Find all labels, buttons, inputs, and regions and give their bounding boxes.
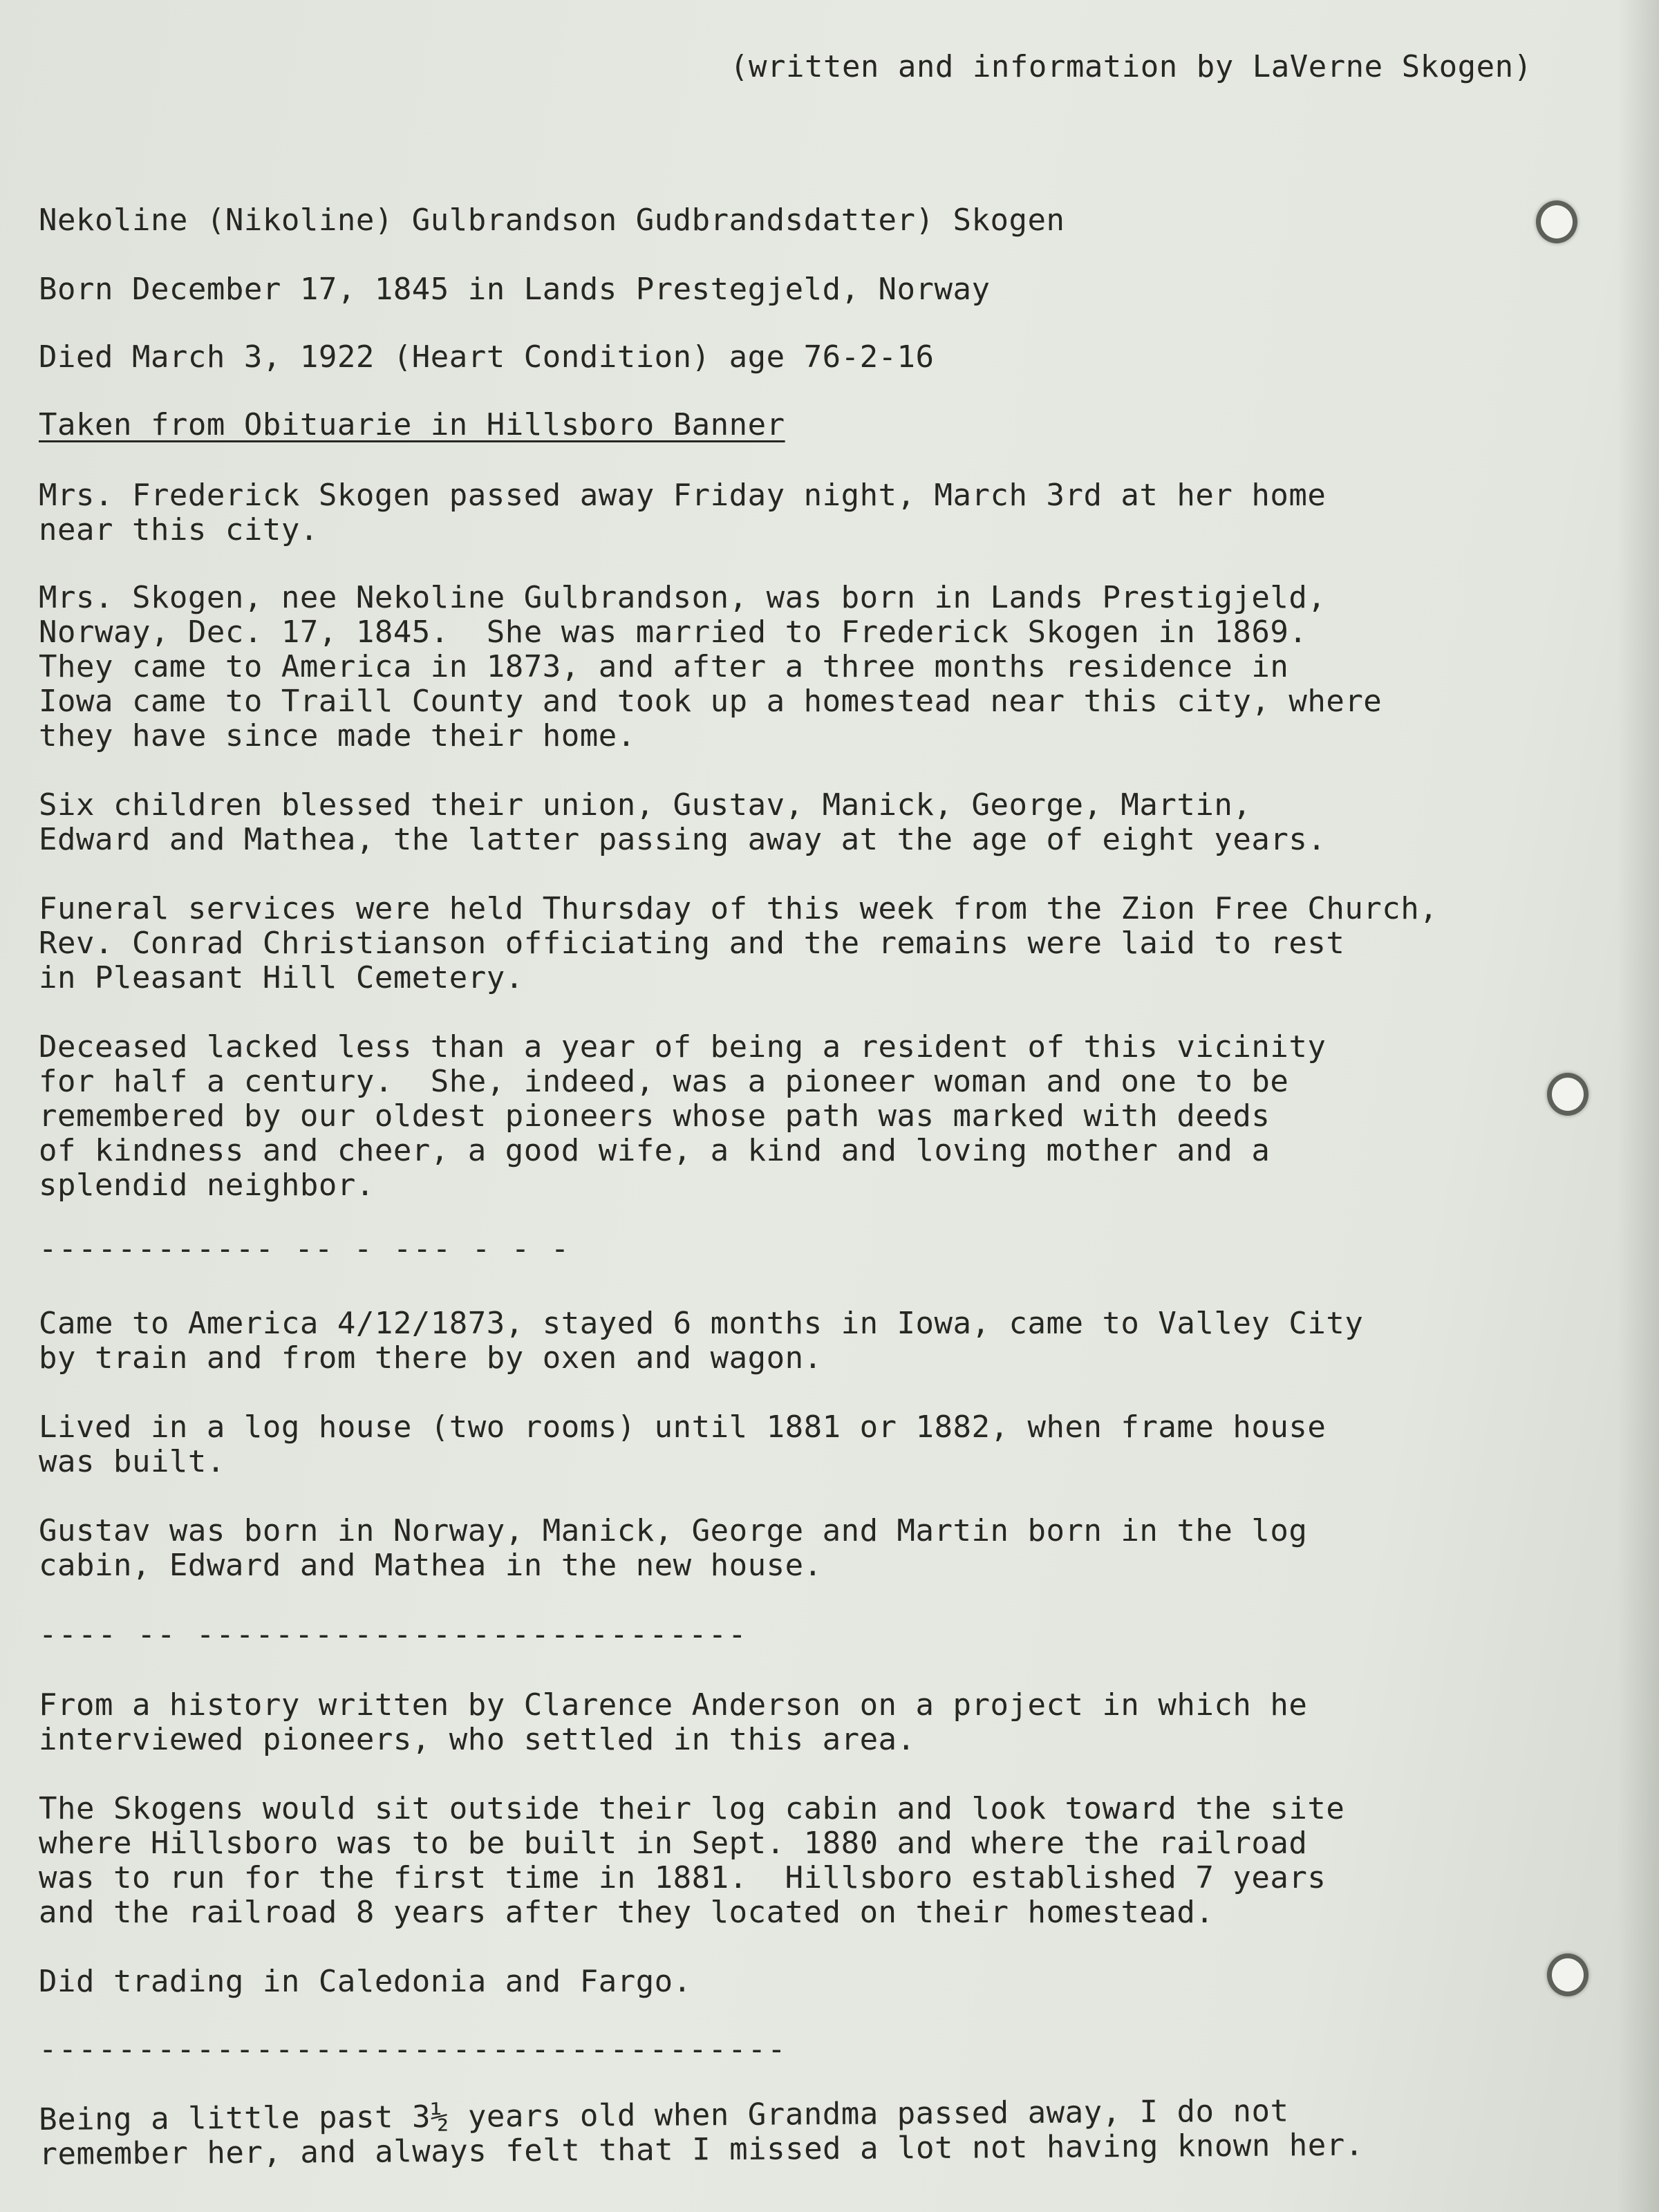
- obituary-paragraph: Funeral services were held Thursday of this week from the Zion Free Church, Rev. Conrad Christianson officiating and the remains were laid to rest in Pleasant Hill Cemetery.: [39, 891, 1438, 995]
- history-paragraph: From a history written by Clarence Anderson on a project in which he interviewed pioneers, who settled in this area.: [39, 1687, 1308, 1757]
- punch-hole-middle: [1547, 1073, 1588, 1116]
- born-line: Born December 17, 1845 in Lands Prestegjeld, Norway: [39, 272, 991, 307]
- history-paragraph: The Skogens would sit outside their log cabin and look toward the site where Hillsboro was to be built in Sept. 1880 and where the railroad was to run for the first time in 1881. Hillsboro established 7 years and the railroad 8 years after they located on their homestead.: [39, 1791, 1345, 1930]
- note-paragraph: Gustav was born in Norway, Manick, George and Martin born in the log cabin, Edward and Mathea in the new house.: [39, 1513, 1308, 1583]
- died-line: Died March 3, 1922 (Heart Condition) age 76-2-16: [39, 339, 935, 375]
- obituary-heading: Taken from Obituarie in Hillsboro Banner: [39, 407, 785, 442]
- history-paragraph: Did trading in Caledonia and Fargo.: [39, 1964, 692, 1999]
- separator-line: --------------------------------------: [39, 2032, 787, 2067]
- obituary-paragraph: Mrs. Skogen, nee Nekoline Gulbrandson, was born in Lands Prestigjeld, Norway, Dec. 17, 1845. She was married to Frederick Skogen in 1869. They came to America in 1873, and after a three months residence in Iowa came to Traill County and took up a homestead near this city, where they have since made their home.: [39, 580, 1382, 753]
- punch-hole-bottom: [1547, 1953, 1588, 1996]
- name-line: Nekoline (Nikoline) Gulbrandson Gudbrandsdatter) Skogen: [39, 203, 1065, 238]
- obituary-paragraph: Six children blessed their union, Gustav, Manick, George, Martin, Edward and Mathea, the latter passing away at the age of eight years.: [39, 787, 1327, 857]
- punch-hole-top: [1536, 200, 1577, 243]
- separator-line: ---- -- ----------------------------: [39, 1617, 748, 1652]
- obituary-paragraph: Mrs. Frederick Skogen passed away Friday night, March 3rd at her home near this city.: [39, 478, 1327, 547]
- closing-paragraph: Being a little past 3½ years old when Grandma passed away, I do not remember her, and always felt that I missed a lot not having known her.: [38, 2093, 1364, 2172]
- obituary-paragraph: Deceased lacked less than a year of being a resident of this vicinity for half a century. She, indeed, was a pioneer woman and one to be remembered by our oldest pioneers whose path was marked with deeds of kindness and cheer, a good wife, a kind and loving mother and a splendid neighbor.: [39, 1029, 1327, 1203]
- author-attribution: (written and information by LaVerne Skogen): [730, 49, 1533, 84]
- note-paragraph: Lived in a log house (two rooms) until 1881 or 1882, when frame house was built.: [39, 1409, 1327, 1479]
- separator-line: ------------ -- - --- - - -: [39, 1231, 571, 1266]
- note-paragraph: Came to America 4/12/1873, stayed 6 months in Iowa, came to Valley City by train and from there by oxen and wagon.: [39, 1306, 1364, 1376]
